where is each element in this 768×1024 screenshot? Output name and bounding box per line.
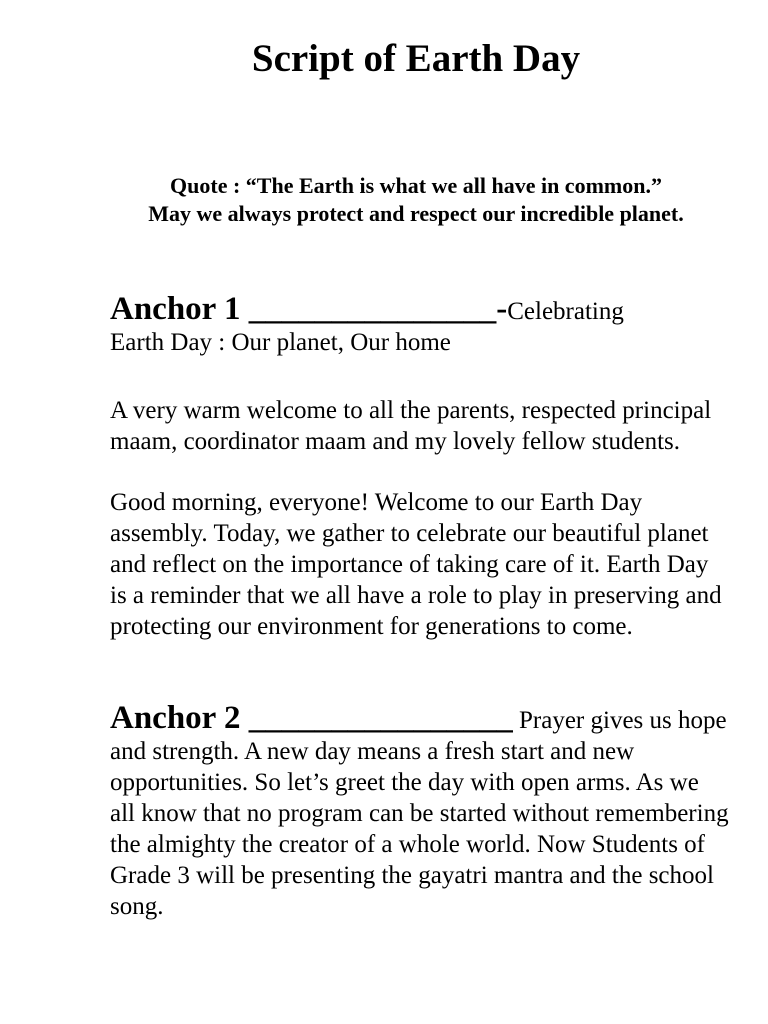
page-title: Script of Earth Day	[251, 37, 581, 80]
title-area	[0, 0, 768, 100]
anchor-1-text: Earth Day : Our planet, Our home	[110, 329, 451, 356]
anchor-1-section	[110, 291, 730, 358]
quote	[110, 172, 722, 228]
anchor-2-label: Anchor 2 ________________	[110, 700, 513, 736]
quote-line-1: Quote : “The Earth is what we all have in common.”	[170, 173, 662, 198]
welcome-paragraph: A very warm welcome to all the parents, respected principal maam, coordinator maam and my lovely fellow students.	[110, 397, 712, 455]
anchor-2-section	[110, 700, 730, 922]
anchor-1-text-inline: Celebrating	[507, 298, 624, 325]
anchor-2-text: Prayer gives us hope and strength. A new day means a fresh start and new opportunities. So let’s greet the day with open arms. As we all know that no program can be started without remembering the almighty the creator of a whole world. Now Students of Grade 3 will be presenting the gayatri mantra and the school song.	[110, 707, 729, 920]
anchor-1-label: Anchor 1 _______________-	[110, 291, 508, 327]
morning-paragraph: Good morning, everyone! Welcome to our Earth Day assembly. Today, we gather to celebrate our beautiful planet and reflect on the importance of taking care of it. Earth Day is a reminder that we all have a role to play in preserving and protecting our environment for generations to come.	[110, 489, 722, 640]
quote-line-2: May we always protect and respect our incredible planet.	[148, 201, 684, 226]
